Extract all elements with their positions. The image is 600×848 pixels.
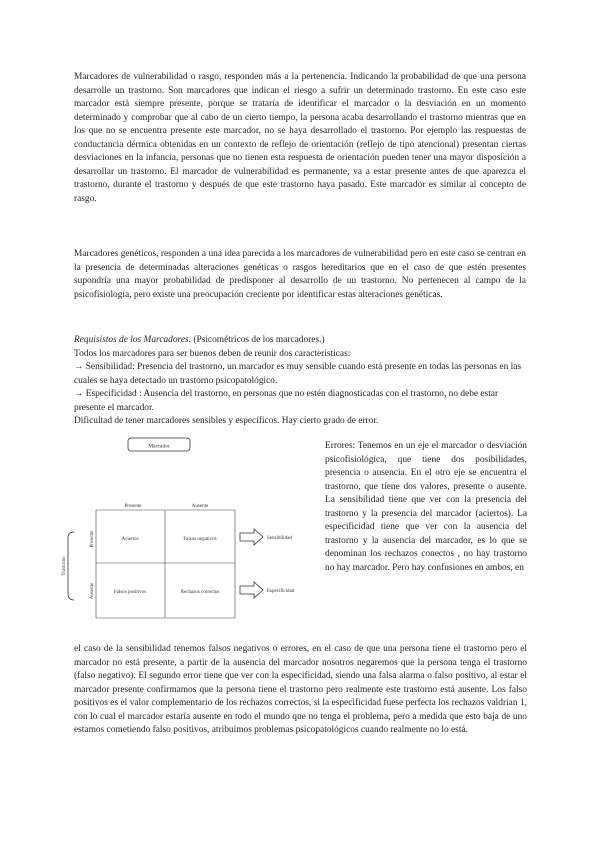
requisitos-sensibilidad: → Sensibilidad: Presencia del trastorno, un marcador es muy sensible cuando está presente en todas las personas en las cuales se haya detectado un trastorno psicopatológico. [74,362,522,386]
marcador-label: Marcador [148,443,170,450]
requisitos-heading-italic: Requisistos de los Marcadores. [74,335,192,345]
trastorno-bracket [68,532,74,600]
errores-paragraph-right: Errores: Tenemos en un eje el marcador o desviación psicofisiológica, que tiene dos posibilidades, presencia o ausencia. En el otro eje se encuentra el trastorno, que tiene dos valores, presente o ausente. La sensibilidad tiene que ver con la presencia del trastorno y la presencia del marcador (aciertos). La especificidad tiene que ver con la ausencia del trastorno y la ausencia del marcador, es lo que se denominan los rechazos conectos , no hay trastorno no hay marcador. Pero hay confusiones en ambos, en [325,441,527,573]
requisitos-line1: Todos los marcadores para ser buenos deben de reunir dos características: [74,348,351,359]
cell-aciertos: Aciertos [121,537,139,542]
requisitos-section [74,334,526,429]
sensibilidad-label: Sensibilidad [267,536,292,541]
requisitos-especificidad: → Especificidad : Ausencia del trastorno, en personas que no estén diagnosticadas con el trastorno, no debe estar presente el marcador. [74,389,499,413]
errores-paragraph-bottom: el caso de la sensibilidad tenemos falsos negativos o errores, en el caso de que una persona tiene el trastorno pero el marcador no está presente, a partir de la ausencia del marcador nosotros negaremos que la persona tenga el trastorno (falso negativo). El segundo error tiene que ver con la especificidad, siendo una falsa alarma o falso positivo, al estar el marcador presente confirmamos que la persona tiene el trastorno pero realmente este trastorno está ausente. Los falso positivos es el valor complementario de los rechazos correctos, si la especificidad fuese perfecta los rechazos valdrían 1, con lo cual el marcador estaría ausente en todo el mundo que no tenga el problema, pero a medida que esto baja de uno estamos cometiendo falso positivos, atribuimos problemas psicopatológicos cuando realmente no lo está. [74,644,527,736]
column-presente: Presente [124,504,142,509]
cell-falsos-positivos: Falsos positivos [113,590,147,595]
requisitos-heading-rest: (Psicométricos de los marcadores.) [191,335,325,345]
requisitos-dificultad: Dificultad de tener marcadores sensibles y específicos. Hay cierto grado de error. [74,416,379,427]
cell-rechazos-correctos: Rechazos correctos [180,590,220,595]
paragraph-vulnerabilidad: Marcadores de vulnerabilidad o rasgo, responden más a la pertenencia. Indicando la probabilidad de que una persona desarrolle un trastorno. Son marcadores que indican el riesgo a sufrir un determinado trastorno. En este caso este marcador está siempre presente, porque se trataría de identificar el marcador o la desviación en un momento determinado y comprobar que al cabo de un cierto tiempo, la persona acaba desarrollando el trastorno mientras que en los que no se encuentra presente este marcador, no se haya desarrollado el trastorno. Por ejemplo las respuestas de conductancia dérmica obtenidas en un contexto de reflejo de orientación (reflejo de tipo atencional) presentan ciertas desviaciones en la infancia, personas que no tienen esta respuesta de orientación pueden tener una mayor disposición a desarrollar un trastorno. El marcador de vulnerabilidad es permanente, va a estar presente antes de que aparezca el trastorno, durante el trastorno y después de que este trastorno haya pasado. Este marcador es similar al concepto de rasgo. [74,72,526,204]
trastorno-label: Trastorno [62,556,67,576]
cell-falsos-negativos: Falsos negativos [183,537,217,542]
requisitos-heading [74,334,526,348]
row-ausente: Ausente [90,582,95,600]
row-presente: Presente [90,530,95,548]
arrow-sensibilidad-icon [240,529,263,545]
column-ausente: Ausente [191,504,209,509]
marker-error-diagram [60,434,310,619]
especificidad-label: Especificidad [267,589,295,594]
paragraph-geneticos: Marcadores genéticos, responden a una idea parecida a los marcadores de vulnerabilidad pero en este caso se centran en la presencia de determinadas alteraciones genéticas o rasgos hereditarios que en el caso de que estén presentes supondría una mayor probabilidad de predisponer al desarrollo de un trastorno. No pertenecen al campo de la psicofisiología, pero existe una preocupación creciente por identificar estas alteraciones genéticas. [74,249,526,300]
arrow-especificidad-icon [240,582,263,598]
